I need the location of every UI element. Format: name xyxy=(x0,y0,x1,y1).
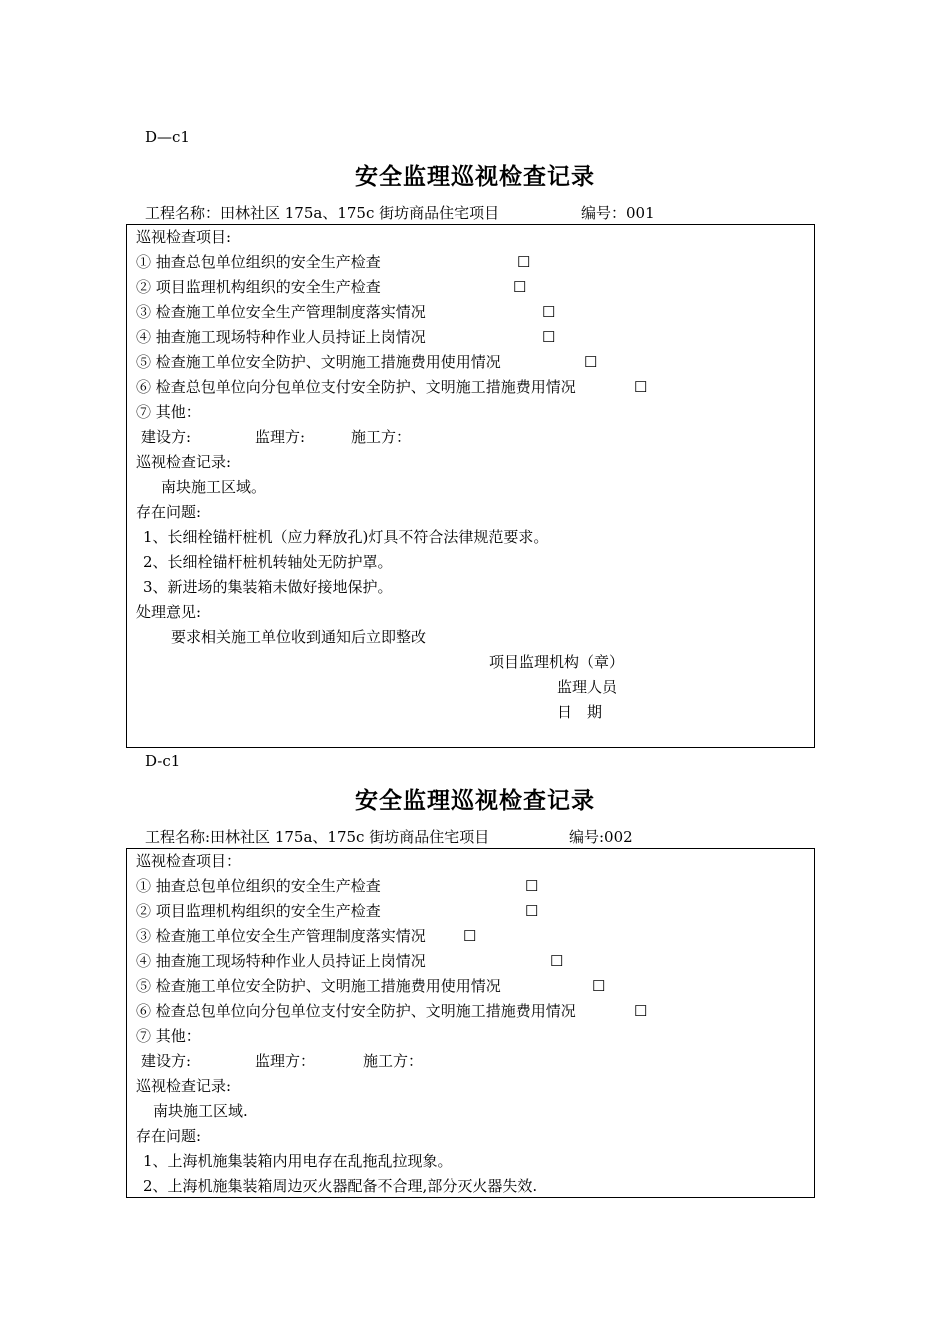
checkbox[interactable]: ☐ xyxy=(525,877,539,895)
inspection-item: ③ 检查施工单位安全生产管理制度落实情况 xyxy=(136,927,426,945)
checkbox[interactable]: ☐ xyxy=(550,952,564,970)
record-heading: 巡视检查记录: xyxy=(136,1077,232,1095)
record-number: 编号:002 xyxy=(569,828,633,846)
items-heading: 巡视检查项目： xyxy=(136,852,242,870)
sign-person: 监理人员 xyxy=(557,678,618,696)
issue-item: 2、上海机施集装箱周边灭火器配备不合理,部分灭火器失效. xyxy=(143,1177,538,1195)
owner-label: 建设方: xyxy=(141,1052,192,1070)
checkbox[interactable]: ☐ xyxy=(542,303,556,321)
inspection-item: ⑤ 检查施工单位安全防护、文明施工措施费用使用情况 xyxy=(136,977,501,995)
checkbox[interactable]: ☐ xyxy=(525,902,539,920)
checkbox[interactable]: ☐ xyxy=(634,1002,648,1020)
checkbox[interactable]: ☐ xyxy=(463,927,477,945)
checkbox[interactable]: ☐ xyxy=(517,253,531,271)
checkbox[interactable]: ☐ xyxy=(634,378,648,396)
supervisor-label: 监理方: xyxy=(255,428,306,446)
inspection-item: ④ 抽查施工现场特种作业人员持证上岗情况 xyxy=(136,328,426,346)
owner-label: 建设方: xyxy=(141,428,192,446)
inspection-item: ② 项目监理机构组织的安全生产检查 xyxy=(136,278,381,296)
inspection-item: ⑤ 检查施工单位安全防护、文明施工措施费用使用情况 xyxy=(136,353,501,371)
inspection-record-box xyxy=(126,224,815,748)
issue-item: 1、上海机施集装箱内用电存在乱拖乱拉现象。 xyxy=(143,1152,453,1170)
opinion-text: 要求相关施工单位收到通知后立即整改 xyxy=(171,628,427,646)
project-name: 工程名称:田林社区 175a、175c 街坊商品住宅项目 xyxy=(145,828,490,846)
issues-heading: 存在问题: xyxy=(136,1127,202,1145)
opinion-heading: 处理意见: xyxy=(136,603,202,621)
issue-item: 2、长细栓锚杆桩机转轴处无防护罩。 xyxy=(143,553,393,571)
record-title: 安全监理巡视检查记录 xyxy=(355,163,595,190)
form-code: D—c1 xyxy=(145,128,190,146)
record-text: 南块施工区域. xyxy=(153,1102,248,1120)
record-text: 南块施工区域。 xyxy=(161,478,267,496)
issue-item: 3、新进场的集装箱未做好接地保护。 xyxy=(143,578,393,596)
checkbox[interactable]: ☐ xyxy=(542,328,556,346)
inspection-item: ① 抽查总包单位组织的安全生产检查 xyxy=(136,253,381,271)
inspection-record-box xyxy=(126,848,815,1198)
record-number: 编号：001 xyxy=(581,204,655,222)
other-label: ⑦ 其他： xyxy=(136,1027,201,1045)
record-heading: 巡视检查记录: xyxy=(136,453,232,471)
sign-org: 项目监理机构（章） xyxy=(489,653,625,671)
inspection-item: ⑥ 检查总包单位向分包单位支付安全防护、文明施工措施费用情况 xyxy=(136,378,576,396)
inspection-item: ① 抽查总包单位组织的安全生产检查 xyxy=(136,877,381,895)
inspection-item: ⑥ 检查总包单位向分包单位支付安全防护、文明施工措施费用情况 xyxy=(136,1002,576,1020)
checkbox[interactable]: ☐ xyxy=(584,353,598,371)
inspection-item: ③ 检查施工单位安全生产管理制度落实情况 xyxy=(136,303,426,321)
items-heading: 巡视检查项目: xyxy=(136,228,232,246)
inspection-item: ② 项目监理机构组织的安全生产检查 xyxy=(136,902,381,920)
issue-item: 1、长细栓锚杆桩机（应力释放孔)灯具不符合法律规范要求。 xyxy=(143,528,549,546)
form-code: D-c1 xyxy=(145,752,181,770)
contractor-label: 施工方： xyxy=(363,1052,424,1070)
record-title: 安全监理巡视检查记录 xyxy=(355,787,595,814)
supervisor-label: 监理方： xyxy=(255,1052,316,1070)
issues-heading: 存在问题: xyxy=(136,503,202,521)
sign-date: 日 期 xyxy=(557,703,603,721)
checkbox[interactable]: ☐ xyxy=(592,977,606,995)
contractor-label: 施工方： xyxy=(351,428,412,446)
other-label: ⑦ 其他： xyxy=(136,403,201,421)
checkbox[interactable]: ☐ xyxy=(513,278,527,296)
inspection-item: ④ 抽查施工现场特种作业人员持证上岗情况 xyxy=(136,952,426,970)
project-name: 工程名称：田林社区 175a、175c 街坊商品住宅项目 xyxy=(145,204,500,222)
